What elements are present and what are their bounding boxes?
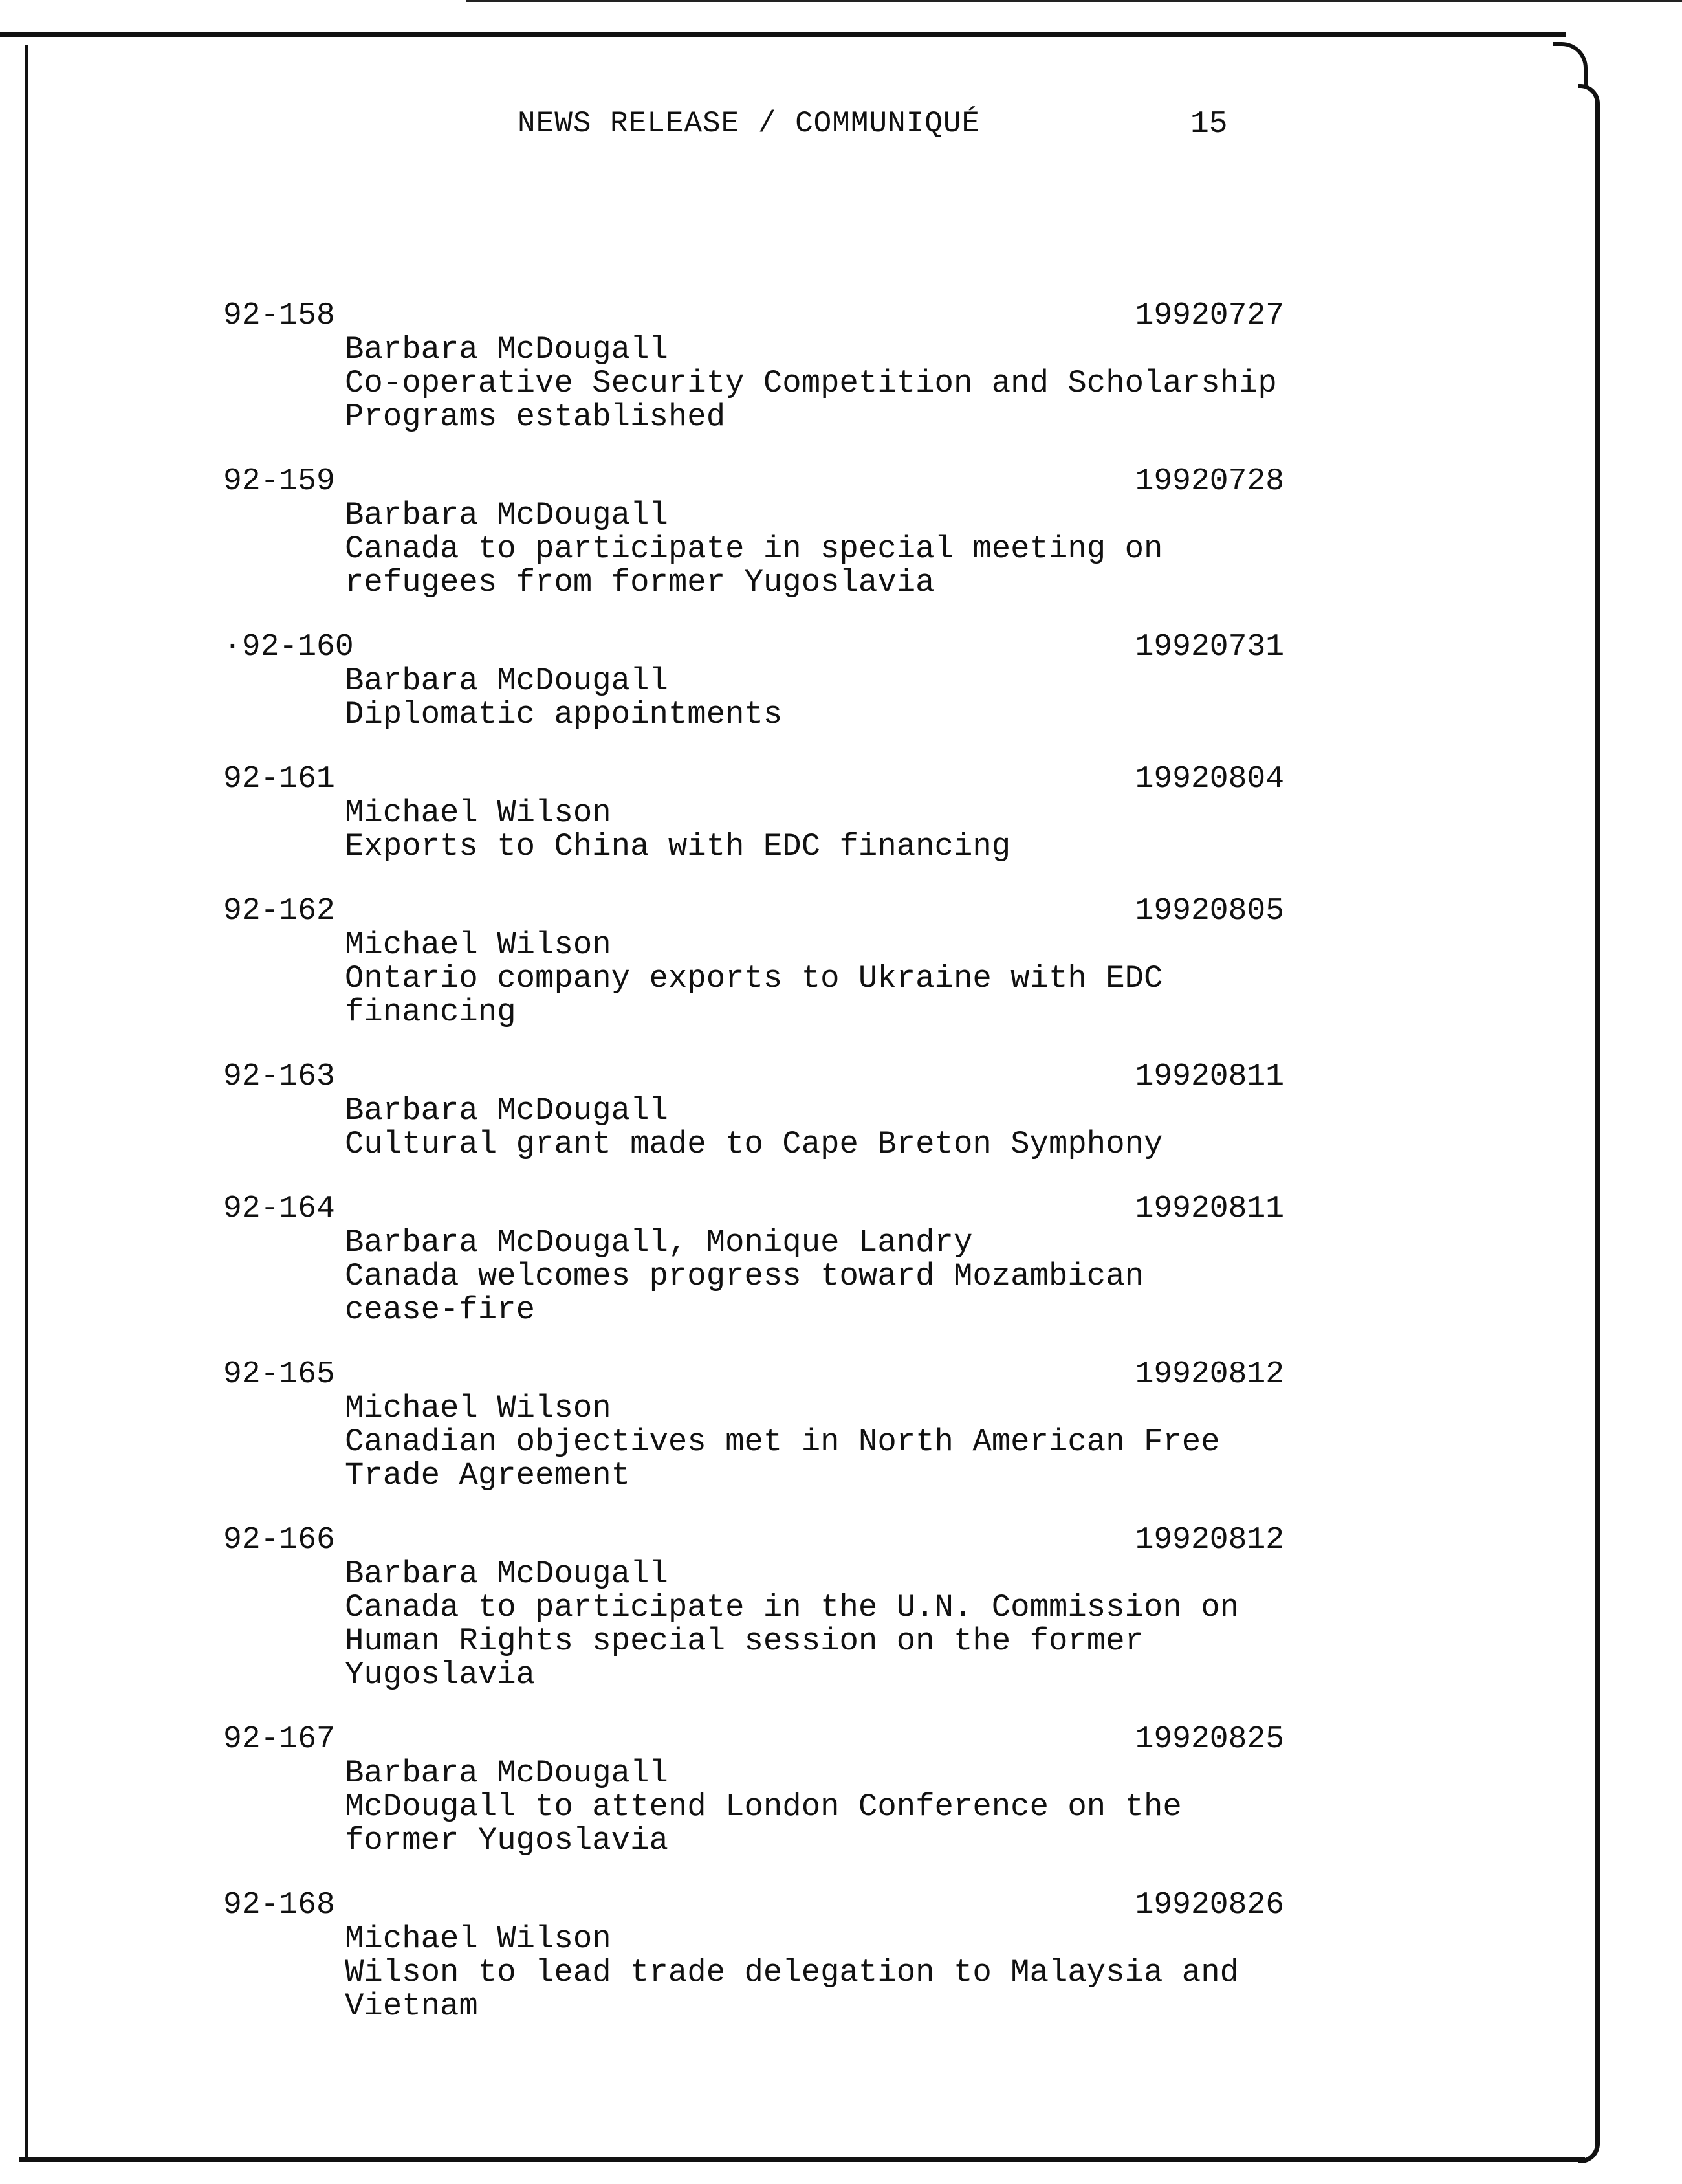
release-title-line: McDougall to attend London Conference on the bbox=[345, 1789, 1182, 1825]
entry-header bbox=[223, 1192, 1284, 1226]
minister-name: Barbara McDougall bbox=[345, 1092, 668, 1129]
entry-body bbox=[223, 1094, 1284, 1161]
minister-name: Barbara McDougall, Monique Landry bbox=[345, 1224, 973, 1261]
minister-name: Michael Wilson bbox=[345, 927, 611, 963]
release-number: 92-164 bbox=[223, 1191, 335, 1226]
release-entry bbox=[223, 465, 1284, 599]
page-border-bottom bbox=[19, 2157, 1585, 2162]
release-title-line: cease-fire bbox=[345, 1292, 536, 1328]
entry-body bbox=[223, 796, 1284, 863]
release-title-line: former Yugoslavia bbox=[345, 1822, 668, 1859]
page-edge-top bbox=[466, 0, 1682, 2]
release-entry bbox=[223, 1888, 1284, 2023]
release-number: 92-158 bbox=[223, 298, 335, 333]
release-number: 92-161 bbox=[223, 762, 335, 797]
release-title-line: Canada to participate in special meeting on bbox=[345, 531, 1163, 567]
release-date: 19920812 bbox=[1135, 1357, 1284, 1392]
release-date: 19920812 bbox=[1135, 1523, 1284, 1558]
page-border-right bbox=[1578, 84, 1600, 2163]
release-title-line: refugees from former Yugoslavia bbox=[345, 564, 935, 601]
release-title-line: Wilson to lead trade delegation to Malaysia and bbox=[345, 1954, 1240, 1991]
entry-body bbox=[223, 498, 1284, 599]
minister-name: Barbara McDougall bbox=[345, 331, 668, 368]
release-number: ·92-160 bbox=[223, 630, 354, 665]
release-date: 19920826 bbox=[1135, 1888, 1284, 1923]
minister-name: Barbara McDougall bbox=[345, 497, 668, 533]
release-date: 19920804 bbox=[1135, 762, 1284, 797]
release-entry bbox=[223, 630, 1284, 731]
minister-name: Barbara McDougall bbox=[345, 663, 668, 699]
entry-header bbox=[223, 762, 1284, 796]
header-title: NEWS RELEASE / COMMUNIQUÉ bbox=[518, 107, 981, 140]
page-number: 15 bbox=[1190, 107, 1228, 142]
release-title-line: Vietnam bbox=[345, 1988, 478, 2024]
minister-name: Barbara McDougall bbox=[345, 1755, 668, 1791]
page-border-corner bbox=[1553, 42, 1588, 85]
entry-header bbox=[223, 1523, 1284, 1557]
entry-header bbox=[223, 1888, 1284, 1922]
entry-body bbox=[223, 1557, 1284, 1692]
entry-body bbox=[223, 928, 1284, 1029]
release-list bbox=[223, 299, 1284, 2054]
release-number: 92-166 bbox=[223, 1523, 335, 1558]
minister-name: Michael Wilson bbox=[345, 795, 611, 831]
release-title-line: financing bbox=[345, 994, 516, 1030]
page-border-top bbox=[0, 32, 1566, 37]
release-number: 92-162 bbox=[223, 894, 335, 929]
minister-name: Michael Wilson bbox=[345, 1390, 611, 1426]
minister-name: Barbara McDougall bbox=[345, 1556, 668, 1592]
release-entry bbox=[223, 762, 1284, 863]
release-number: 92-163 bbox=[223, 1059, 335, 1094]
entry-header bbox=[223, 299, 1284, 333]
release-date: 19920811 bbox=[1135, 1191, 1284, 1226]
entry-body bbox=[223, 1922, 1284, 2023]
entry-body bbox=[223, 333, 1284, 434]
release-title-line: Ontario company exports to Ukraine with EDC bbox=[345, 960, 1163, 997]
entry-header bbox=[223, 1060, 1284, 1094]
release-title-line: Human Rights special session on the former bbox=[345, 1623, 1144, 1659]
entry-header bbox=[223, 465, 1284, 498]
entry-body bbox=[223, 1226, 1284, 1327]
release-title-line: Trade Agreement bbox=[345, 1457, 631, 1494]
release-date: 19920727 bbox=[1135, 298, 1284, 333]
release-entry bbox=[223, 1192, 1284, 1327]
release-date: 19920805 bbox=[1135, 894, 1284, 929]
release-title-line: Canada welcomes progress toward Mozambican bbox=[345, 1258, 1144, 1294]
release-number: 92-165 bbox=[223, 1357, 335, 1392]
release-title-line: Canadian objectives met in North American Free bbox=[345, 1424, 1220, 1460]
release-number: 92-167 bbox=[223, 1722, 335, 1757]
release-entry bbox=[223, 1060, 1284, 1161]
entry-header bbox=[223, 630, 1284, 664]
page-border-left bbox=[25, 45, 28, 2161]
release-entry bbox=[223, 894, 1284, 1029]
release-date: 19920728 bbox=[1135, 464, 1284, 499]
entry-header bbox=[223, 894, 1284, 928]
page-header bbox=[0, 107, 1682, 152]
release-number: 92-168 bbox=[223, 1888, 335, 1923]
release-entry bbox=[223, 299, 1284, 434]
release-entry bbox=[223, 1723, 1284, 1857]
entry-header bbox=[223, 1358, 1284, 1391]
release-title-line: Canada to participate in the U.N. Commission on bbox=[345, 1589, 1240, 1626]
minister-name: Michael Wilson bbox=[345, 1921, 611, 1957]
release-title-line: Yugoslavia bbox=[345, 1657, 536, 1693]
entry-body bbox=[223, 1391, 1284, 1492]
release-date: 19920825 bbox=[1135, 1722, 1284, 1757]
release-title-line: Cultural grant made to Cape Breton Symphony bbox=[345, 1126, 1163, 1162]
release-title-line: Programs established bbox=[345, 399, 726, 435]
release-number: 92-159 bbox=[223, 464, 335, 499]
release-entry bbox=[223, 1358, 1284, 1492]
release-title-line: Exports to China with EDC financing bbox=[345, 828, 1011, 865]
release-title-line: Co-operative Security Competition and Scholarship bbox=[345, 365, 1277, 401]
release-date: 19920811 bbox=[1135, 1059, 1284, 1094]
release-title-line: Diplomatic appointments bbox=[345, 696, 783, 733]
entry-body bbox=[223, 664, 1284, 731]
entry-body bbox=[223, 1756, 1284, 1857]
entry-header bbox=[223, 1723, 1284, 1756]
release-date: 19920731 bbox=[1135, 630, 1284, 665]
release-entry bbox=[223, 1523, 1284, 1692]
